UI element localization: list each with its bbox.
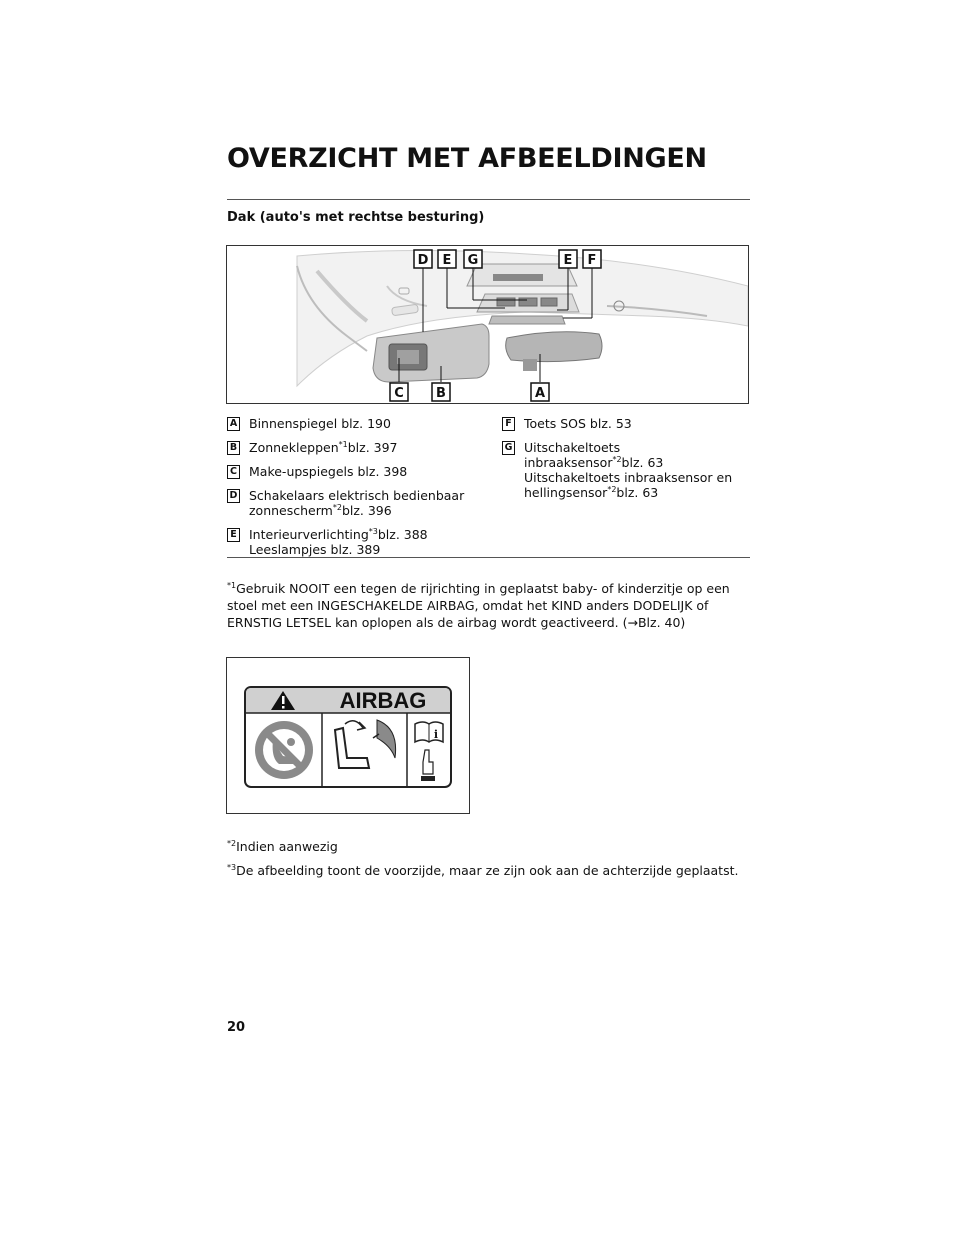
callout-f: [583, 250, 601, 268]
legend-line: [524, 455, 750, 470]
legend-line: [249, 503, 492, 518]
svg-text:D: D: [417, 253, 429, 268]
legend-line: [249, 416, 492, 431]
legend-line-text: Schakelaars elektrisch bedienbaar: [249, 488, 465, 503]
legend-item-a: [227, 416, 492, 431]
footnote-ref: *1: [338, 440, 348, 449]
svg-text:i: i: [433, 728, 439, 741]
legend-line: [249, 488, 492, 503]
svg-text:C: C: [394, 386, 404, 401]
svg-text:B: B: [436, 386, 446, 401]
legend-line-text: hellingsensor: [524, 485, 608, 500]
legend-line: [249, 440, 492, 455]
page-ref: blz. 396: [341, 503, 392, 518]
legend-line-text: Toets SOS blz. 53: [524, 416, 632, 431]
footnote-ref: *2: [332, 503, 342, 512]
callout-g: [464, 250, 482, 268]
legend-divider: [227, 557, 750, 558]
legend-line-text: zonnescherm: [249, 503, 333, 518]
legend-line: [524, 485, 750, 500]
footnote-1-text: Gebruik NOOIT een tegen de rijrichting in geplaatst baby- of kinderzitje op een stoel met een INGESCHAKELDE AIRBAG, omdat het KIND anders DODELIJK of ERNSTIG LETSEL kan oplopen als de airbag wordt geactiveerd. (→Blz. 40): [227, 581, 730, 630]
legend-letter-box: A: [227, 417, 240, 431]
legend-line: [524, 440, 750, 455]
legend-item-f: [502, 416, 750, 431]
legend-line: [249, 464, 492, 479]
airbag-label-text: AIRBAG: [339, 688, 427, 713]
section-heading: Dak (auto's met rechtse besturing): [227, 210, 485, 225]
footnote-ref: *2: [612, 455, 622, 464]
page-title: OVERZICHT MET AFBEELDINGEN: [227, 143, 707, 174]
callout-e-left: [438, 250, 456, 268]
page-ref: blz. 397: [347, 440, 398, 455]
airbag-warning-label: [227, 658, 469, 813]
legend-letter-box: G: [502, 441, 515, 455]
callout-d: [414, 250, 432, 268]
svg-text:A: A: [534, 386, 546, 401]
footnote-3-marker: *3: [227, 863, 237, 872]
legend-item-c: [227, 464, 492, 479]
legend-line: [524, 416, 750, 431]
page-number: 20: [227, 1020, 246, 1035]
legend-line-text: Binnenspiegel blz. 190: [249, 416, 391, 431]
legend-letter-box: D: [227, 489, 240, 503]
legend-item-g: [502, 440, 750, 500]
legend-letter-box: E: [227, 528, 240, 542]
footnote-ref: *3: [368, 527, 378, 536]
footnote-3-text: De afbeelding toont de voorzijde, maar ze zijn ook aan de achterzijde geplaatst.: [236, 863, 739, 878]
page-ref: blz. 63: [616, 485, 659, 500]
page-ref: blz. 63: [621, 455, 664, 470]
callout-a: [531, 383, 549, 401]
legend-right-column: [502, 416, 750, 509]
footnote-2-marker: *2: [227, 839, 237, 848]
legend-line: [524, 470, 750, 485]
footnote-3: [227, 863, 738, 878]
legend-line-text: Make-upspiegels blz. 398: [249, 464, 408, 479]
roof-drawing: [227, 246, 748, 403]
callout-e-right: [559, 250, 577, 268]
legend-item-e: [227, 527, 492, 557]
footnote-2: [227, 839, 338, 854]
legend-letter-box: C: [227, 465, 240, 479]
legend-line-text: inbraaksensor: [524, 455, 613, 470]
svg-text:F: F: [587, 253, 597, 268]
legend-line-text: Interieurverlichting: [249, 527, 369, 542]
legend-line-text: Leeslampjes blz. 389: [249, 542, 381, 557]
roof-illustration: [226, 245, 749, 404]
footnote-ref: *2: [607, 485, 617, 494]
legend-letter-box: F: [502, 417, 515, 431]
legend-line-text: Uitschakeltoets inbraaksensor en: [524, 470, 733, 485]
legend-line-text: Uitschakeltoets: [524, 440, 621, 455]
callout-b: [432, 383, 450, 401]
legend-item-b: [227, 440, 492, 455]
title-divider: [227, 199, 750, 200]
airbag-warning-label-figure: [226, 657, 470, 814]
legend-line-text: Zonnekleppen: [249, 440, 339, 455]
svg-text:G: G: [467, 253, 479, 268]
legend-letter-box: B: [227, 441, 240, 455]
page-ref: blz. 388: [377, 527, 428, 542]
legend-left-column: [227, 416, 492, 566]
svg-text:E: E: [442, 253, 452, 268]
no-rear-facing-child-seat-icon: [255, 721, 313, 779]
callout-c: [390, 383, 408, 401]
legend-line: [249, 542, 492, 557]
svg-text:E: E: [563, 253, 573, 268]
legend-item-d: [227, 488, 492, 518]
footnote-1-marker: *1: [227, 581, 237, 590]
footnote-2-text: Indien aanwezig: [236, 839, 338, 854]
legend-line: [249, 527, 492, 542]
footnote-1: [227, 580, 750, 631]
